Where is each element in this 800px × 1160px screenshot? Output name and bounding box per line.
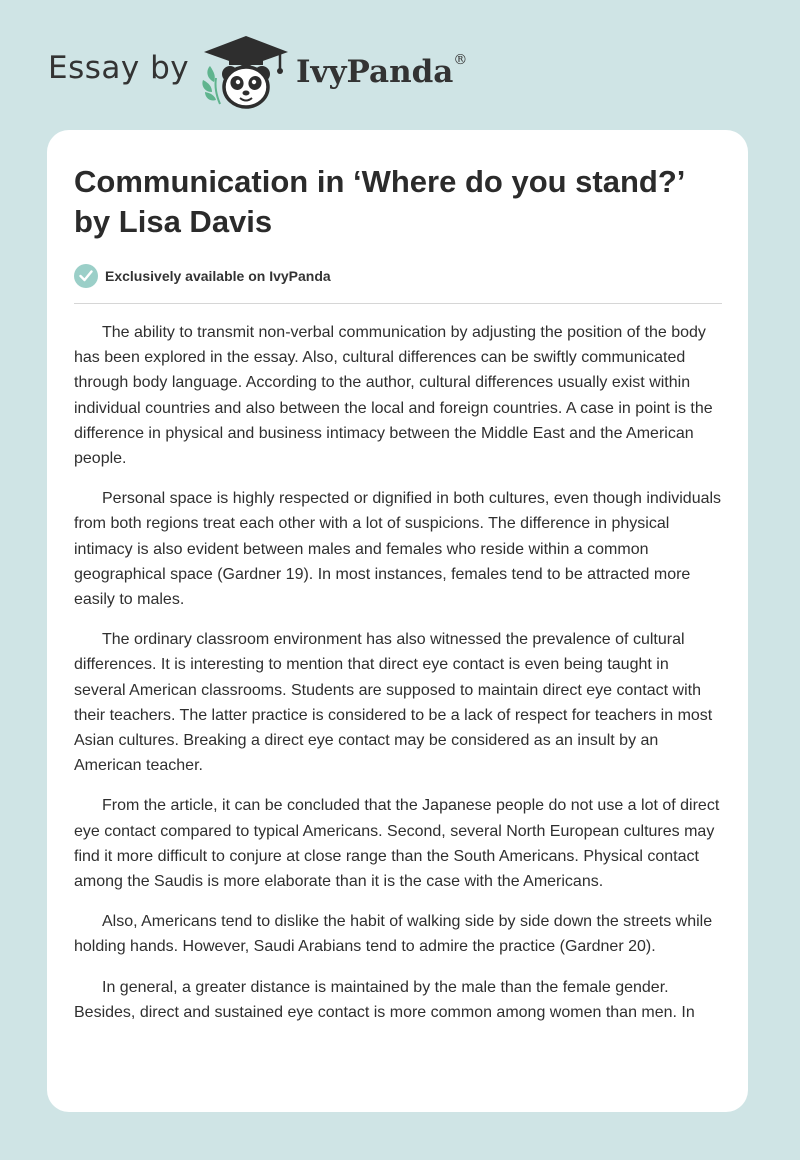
- essay-body: [74, 320, 722, 1040]
- exclusive-badge: [74, 264, 331, 288]
- title-divider: [74, 303, 722, 304]
- ivypanda-panda-logo-icon[interactable]: [200, 34, 292, 110]
- essay-paragraph-2: Personal space is highly respected or dignified in both cultures, even though individuals from both regions treat each other with a lot of suspicions. The difference in physical intimacy is also evident between males and females who reside within a common geographical space (Gardner 19). In most instances, females tend to be attracted more easily to males.: [74, 490, 722, 609]
- ivypanda-logo-text[interactable]: [296, 52, 467, 90]
- essay-by-label: Essay by: [48, 50, 190, 86]
- essay-paragraph-5: Also, Americans tend to dislike the habit of walking side by side down the streets while holding hands. However, Saudi Arabians tend to admire the practice (Gardner 20).: [74, 913, 713, 956]
- essay-paragraph-4: From the article, it can be concluded that the Japanese people do not use a lot of direct eye contact compared to typical Americans. Second, several North European cultures may find it more difficult to conjure at close range than the South Americans. Physical contact among the Saudis is more elaborate than it is the case with the Americans.: [74, 797, 720, 891]
- brand-name: IvyPanda: [296, 54, 454, 90]
- essay-paragraph-1: The ability to transmit non-verbal communication by adjusting the position of the body has been explored in the essay. Also, cultural differences can be swiftly communicated through body language. According to the author, cultural differences usually exist within individual countries and also between the local and foreign countries. A case in point is the difference in physical and business intimacy between the Middle East and the American people.: [74, 324, 713, 468]
- site-header: [0, 0, 800, 130]
- essay-card: [47, 130, 748, 1112]
- check-circle-icon: [74, 264, 98, 288]
- essay-paragraph-3: The ordinary classroom environment has also witnessed the prevalence of cultural differences. It is interesting to mention that direct eye contact is even being taught in several American classrooms. Students are supposed to maintain direct eye contact with their teachers. The latter practice is considered to be a lack of respect for teachers in most Asian cultures. Breaking a direct eye contact may be considered as an insult by an American teacher.: [74, 631, 713, 775]
- essay-title: Communication in ‘Where do you stand?’ by Lisa Davis: [74, 164, 684, 239]
- registered-mark: ®: [453, 52, 468, 68]
- essay-paragraph-6: In general, a greater distance is maintained by the male than the female gender. Besides, direct and sustained eye contact is more common among women than men. In: [74, 978, 695, 1021]
- exclusive-badge-label: Exclusively available on IvyPanda: [105, 268, 331, 284]
